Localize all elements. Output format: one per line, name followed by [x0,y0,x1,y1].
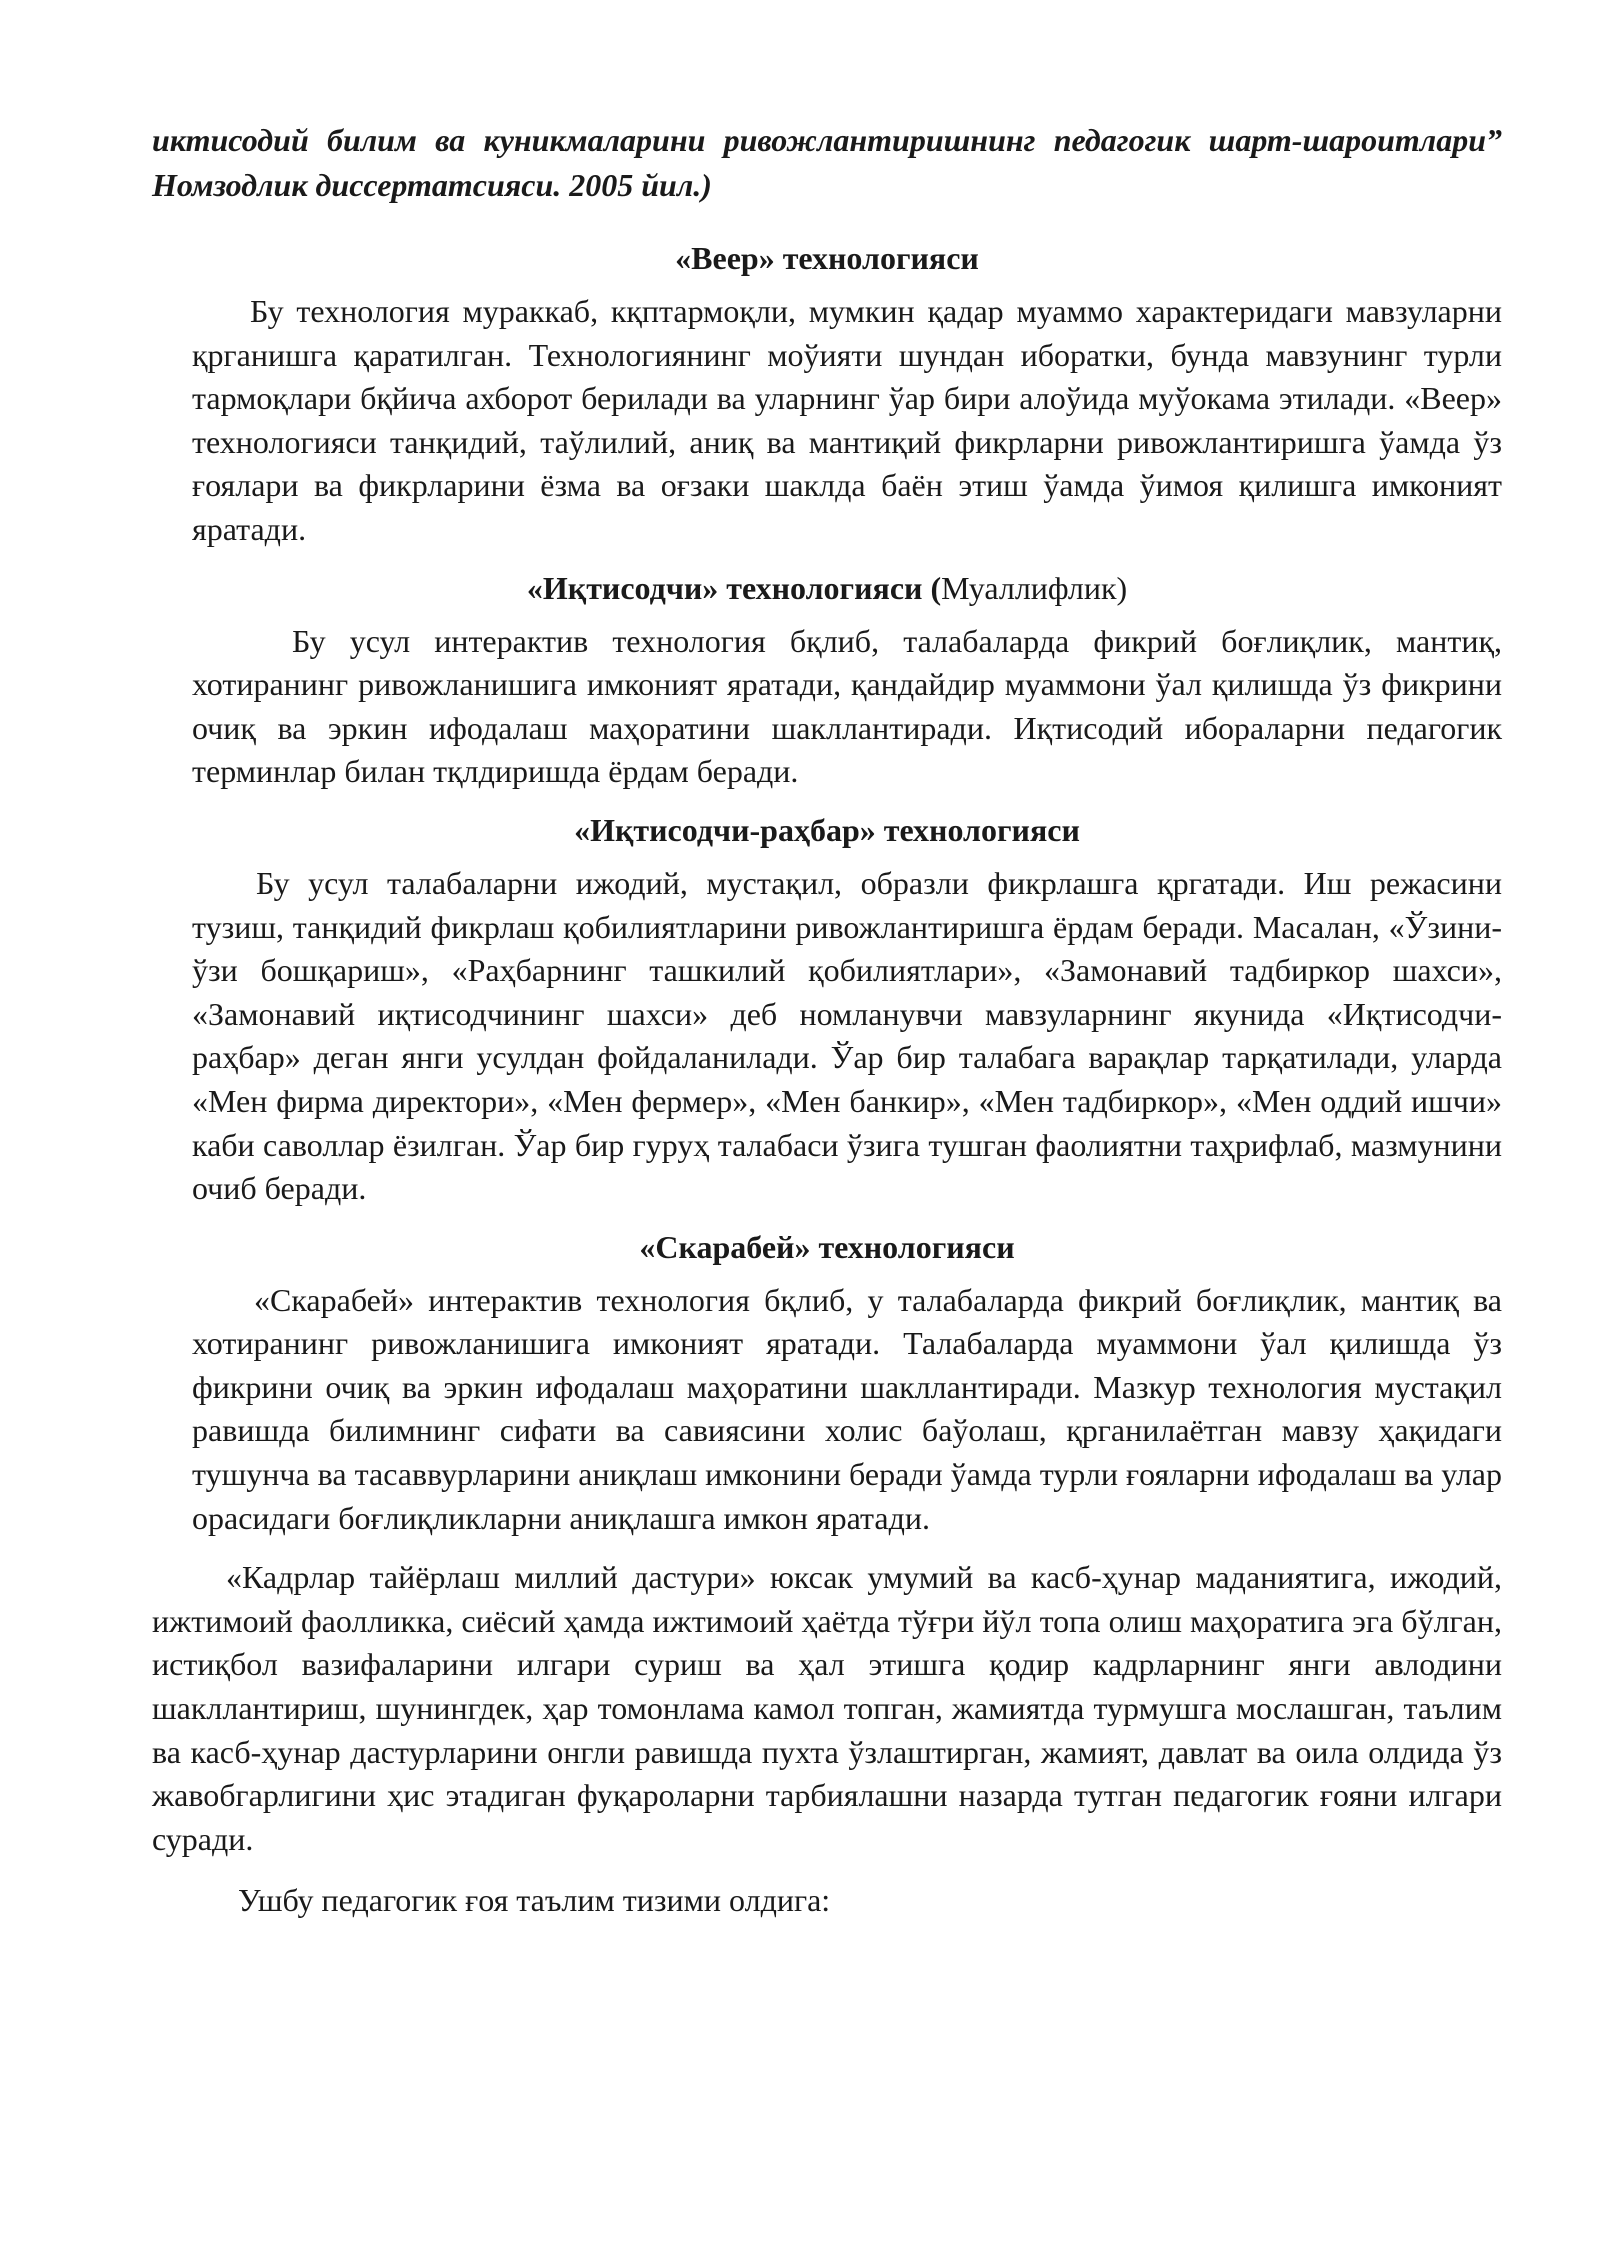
section-iqtisodchi [152,620,1502,794]
paragraph-veer: Бу технология мураккаб, кқптармоқли, мумкин қадар муаммо характеридаги мавзуларни қрганишга қаратилган. Технологиянинг моўияти шундан иборатки, бунда мавзунинг турли тармоқлари бқйича ахборот берилади ва уларнинг ўар бири алоўида муўокама этилади. «Веер» технологияси танқидий, таўлилий, аниқ ва мантиқий фикрларни ривожлантиришга ўамда ўз ғоялари ва фикрларини ёзма ва оғзаки шаклда баён этиш ўамда ўимоя қилишга имконият яратади. [192,293,1502,547]
section-skarabey [152,1279,1502,1541]
paragraph-iqtisodchi: Бу усул интерактив технология бқлиб, талабаларда фикрий боғлиқлик, мантиқ, хотиранинг ривожланишига имконият яратади, қандайдир муаммони ўал қилишда ўз фикрини очиқ ва эркин ифодалаш маҳоратини шакллантиради. Иқтисодий ибораларни педагогик терминлар билан тқлдиришда ёрдам беради. [192,622,1502,790]
heading-veer: «Веер» технологияси [675,240,979,276]
heading-iqtisodchi-rahbar: «Иқтисодчи-раҳбар» технологияси [574,811,1080,848]
paragraph-skarabey: «Скарабей» интерактив технология бқлиб, у талабаларда фикрий боғлиқлик, мантиқ ва хотиранинг ривожланишига имконият яратади. Талабаларда муаммони ўал қилишда ўз фикрини очиқ ва эркин ифодалаш маҳоратини шакллантиради. Мазкур технология мустақил равишда билимнинг сифати ва савиясини холис баўолаш, қрганилаётган мавзу ҳақидаги тушунча ва тасаввурларини аниқлаш имконини беради ўамда турли ғояларни ифодалаш ва улар орасидаги боғлиқликларни аниқлашга имкон яратади. [192,1281,1502,1536]
paragraph-kadrlar-dasturi: «Кадрлар тайёрлаш миллий дастури» юксак умумий ва касб-ҳунар маданиятига, ижодий, ижтимоий фаолликка, сиёсий ҳамда ижтимоий ҳаётда тўғри йўл топа олиш маҳоратига эга бўлган, истиқбол вазифаларини илгари суриш ва ҳал этишга қодир кадрларнинг янги авлодини шакллантириш, шунингдек, ҳар томонлама камол топган, жамиятда турмушга мослашган, таълим ва касб-ҳунар дастурларини онгли равишда пухта ўзлаштирган, жамият, давлат ва оила олдида ўз жавобгарлигини ҳис этадиган фуқароларни тарбиялашни назарда тутган педагогик ғояни илгари суради. [152,1559,1502,1857]
heading-iqtisodchi-note: Муаллифлик) [941,569,1128,606]
section-veer [152,290,1502,552]
section-iqtisodchi-rahbar [152,862,1502,1211]
paragraph-ushbu-goya: Ушбу педагогик ғоя таълим тизими олдига: [238,1882,831,1919]
citation-continuation: иктисодий билим ва куникмаларини ривожлантиришнинг педагогик шарт-шароитлари” Номзодлик диссертатсияси. 2005 йил.) [152,122,1502,203]
heading-iqtisodchi [152,568,1502,608]
paragraph-iqtisodchi-rahbar: Бу усул талабаларни ижодий, мустақил, образли фикрлашга қргатади. Иш режасини тузиш, танқидий фикрлаш қобилиятларини ривожлантиришга ёрдам беради. Масалан, «Ўзини-ўзи бошқариш», «Раҳбарнинг ташкилий қобилиятлари», «Замонавий тадбиркор шахси», «Замонавий иқтисодчининг шахси» деб номланувчи мавзуларнинг якунида «Иқтисодчи-раҳбар» деган янги усулдан фойдаланилади. Ўар бир талабага варақлар тарқатилади, уларда «Мен фирма директори», «Мен фермер», «Мен банкир», «Мен тадбиркор», «Мен оддий ишчи» каби саволлар ёзилган. Ўар бир гуруҳ талабаси ўзига тушган фаолиятни таҳрифлаб, мазмунини очиб беради. [192,864,1502,1207]
heading-iqtisodchi-title: «Иқтисодчи» технологияси ( [526,569,942,606]
heading-skarabey: «Скарабей» технологияси [639,1228,1015,1265]
